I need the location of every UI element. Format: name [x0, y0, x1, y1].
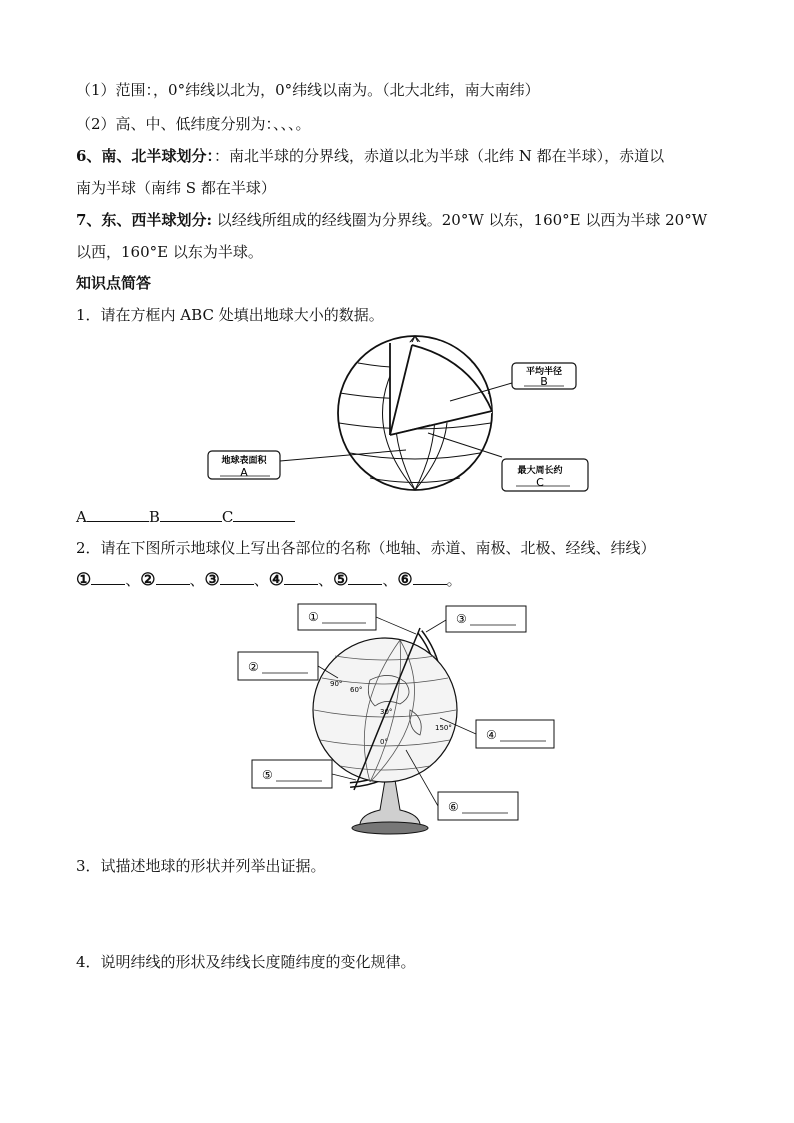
answer-b-blank[interactable]	[160, 507, 222, 522]
blank-6-marker: ⑥	[397, 570, 413, 590]
north-south-heading: 6、南、北半球划分：	[76, 147, 214, 165]
label-4: ④	[486, 728, 497, 742]
globe-figure	[230, 600, 570, 840]
answer-b-letter: B	[148, 508, 160, 526]
mark-0: 0°	[380, 738, 388, 746]
blank-5-marker: ⑤	[333, 570, 349, 590]
area-label: 地球表面积	[221, 456, 267, 466]
latitude-levels-line: （2）高、中、低纬度分别为：、、、。	[76, 115, 311, 133]
north-south-continuation: 南为半球（南纬 S 都在半球）	[76, 179, 276, 197]
earth-size-figure	[190, 335, 600, 500]
question-2: 2．请在下图所示地球仪上写出各部位的名称（地轴、赤道、南极、北极、经线、纬线）	[76, 539, 656, 557]
mark-150: 150°	[435, 724, 452, 732]
mark-90: 90°	[330, 680, 343, 688]
blank-6[interactable]	[413, 570, 447, 585]
answer-a-letter: A	[76, 508, 87, 526]
label-1: ①	[308, 610, 319, 624]
radius-label: 平均半径	[525, 367, 563, 377]
east-west-text: 以经线所组成的经线圈为分界线。20°W 以东，160°E 以西为半球 20°W	[211, 211, 708, 229]
blank-1-marker: ①	[76, 570, 92, 590]
label-6: ⑥	[448, 800, 459, 814]
answer-c-letter: C	[221, 508, 234, 526]
blank-2-marker: ②	[140, 570, 156, 590]
blank-4[interactable]	[284, 570, 318, 585]
label-3: ③	[456, 612, 467, 626]
question-1: 1．请在方框内 ABC 处填出地球大小的数据。	[76, 306, 384, 324]
east-west-division-line	[76, 210, 754, 230]
separator: 、	[318, 571, 334, 589]
area-letter: A	[240, 466, 248, 479]
blank-5[interactable]	[348, 570, 382, 585]
q1-answer-line	[76, 507, 754, 527]
east-west-continuation: 以西，160°E 以东为半球。	[76, 243, 263, 261]
label-5: ⑤	[262, 768, 273, 782]
q2-blanks-row	[76, 570, 754, 590]
circumference-letter: C	[536, 476, 544, 489]
circumference-label: 最大周长约	[517, 466, 563, 476]
range-line: （1）范围：，0°纬线以北为，0°纬线以南为。（北大北纬，南大南纬）	[76, 81, 540, 99]
answer-c-blank[interactable]	[233, 507, 295, 522]
blank-3-marker: ③	[204, 570, 220, 590]
east-west-heading: 7、东、西半球划分:	[76, 211, 212, 229]
north-south-division-line	[76, 146, 754, 166]
radius-letter: B	[540, 375, 548, 388]
question-3: 3．试描述地球的形状并列举出证据。	[76, 857, 326, 875]
period: 。	[446, 571, 462, 589]
north-south-text: ：南北半球的分界线，赤道以北为半球（北纬 N 都在半球），赤道以	[213, 147, 665, 165]
blank-2[interactable]	[156, 570, 190, 585]
separator: 、	[189, 571, 205, 589]
blank-1[interactable]	[91, 570, 125, 585]
separator: 、	[382, 571, 398, 589]
separator: 、	[253, 571, 269, 589]
separator: 、	[125, 571, 141, 589]
blank-3[interactable]	[220, 570, 254, 585]
answer-a-blank[interactable]	[87, 507, 149, 522]
blank-4-marker: ④	[268, 570, 285, 590]
question-4: 4．说明纬线的形状及纬线长度随纬度的变化规律。	[76, 953, 416, 971]
mark-60: 60°	[350, 686, 363, 694]
label-2: ②	[248, 660, 259, 674]
mark-30: 30°	[380, 708, 393, 716]
section-title: 知识点简答	[76, 274, 152, 292]
